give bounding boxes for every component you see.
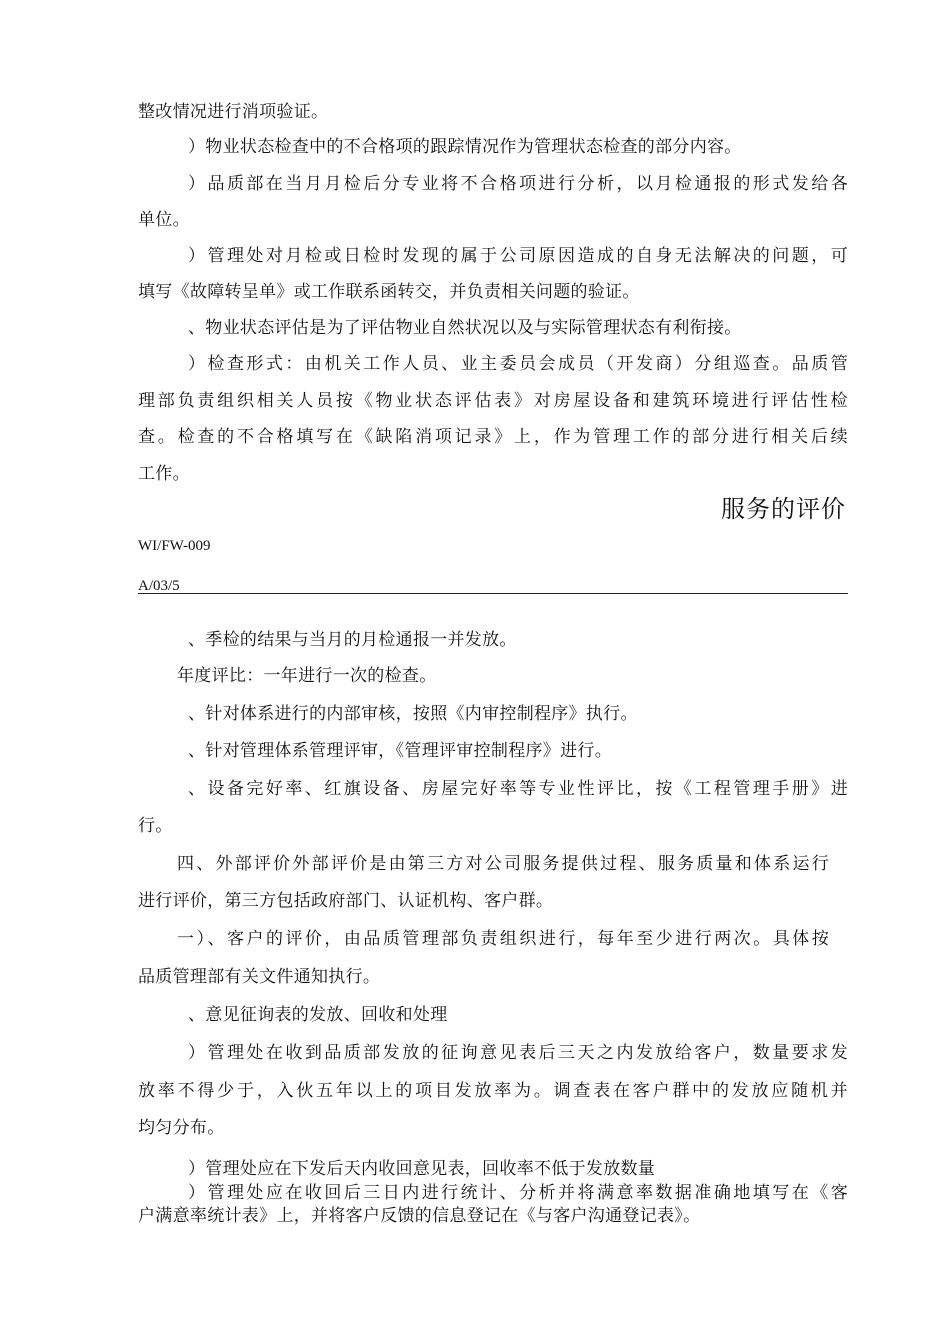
paragraph-line: 品质管理部有关文件通知执行。: [138, 967, 381, 987]
paragraph-line: 、设备完好率、红旗设备、房屋完好率等专业性评比，按《工程管理手册》进: [188, 779, 848, 799]
paragraph-line: 理部负责组织相关人员按《物业状态评估表》对房屋设备和建筑环境进行评估性检: [138, 391, 848, 411]
paragraph-line: 四、外部评价外部评价是由第三方对公司服务提供过程、服务质量和体系运行: [177, 854, 829, 874]
paragraph-line: ）管理处在收到品质部发放的征询意见表后三天之内发放给客户，数量要求发: [188, 1043, 848, 1063]
paragraph-line: 年度评比：一年进行一次的检查。: [177, 666, 437, 686]
paragraph-line: 、季检的结果与当月的月检通报一并发放。: [188, 630, 517, 650]
paragraph-line: 、针对管理体系管理评审，《管理评审控制程序》进行。: [188, 741, 612, 761]
paragraph-line: 查。检查的不合格填写在《缺陷消项记录》上，作为管理工作的部分进行相关后续: [138, 427, 848, 447]
paragraph-line: ）品质部在当月月检后分专业将不合格项进行分析，以月检通报的形式发给各: [188, 174, 848, 194]
paragraph-line: 、意见征询表的发放、回收和处理: [188, 1005, 448, 1025]
paragraph-line: 单位。: [138, 210, 190, 230]
paragraph-line: 、针对体系进行的内部审核，按照《内审控制程序》执行。: [188, 704, 638, 724]
header-divider: [138, 593, 848, 594]
paragraph-line: ）管理处应在下发后天内收回意见表，回收率不低于发放数量: [188, 1159, 656, 1179]
paragraph-line: 整改情况进行消项验证。: [138, 102, 329, 122]
paragraph-line: ）物业状态检查中的不合格项的跟踪情况作为管理状态检查的部分内容。: [188, 137, 742, 157]
paragraph-line: 、物业状态评估是为了评估物业自然状况以及与实际管理状态有利衔接。: [188, 318, 742, 338]
paragraph-line: 户满意率统计表》上，并将客户反馈的信息登记在《与客户沟通登记表》。: [138, 1206, 701, 1226]
paragraph-line: 放率不得少于，入伙五年以上的项目发放率为。调查表在客户群中的发放应随机并: [138, 1081, 848, 1101]
paragraph-line: 一）、客户的评价，由品质管理部负责组织进行，每年至少进行两次。具体按: [177, 929, 829, 949]
paragraph-line: 行。: [138, 816, 173, 836]
paragraph-line: 工作。: [138, 464, 190, 484]
paragraph-line: 均匀分布。: [138, 1118, 225, 1138]
doc-version: A/03/5: [138, 578, 180, 594]
paragraph-line: 填写《故障转呈单》或工作联系函转交，并负责相关问题的验证。: [138, 282, 640, 302]
paragraph-line: 进行评价，第三方包括政府部门、认证机构、客户群。: [138, 891, 554, 911]
paragraph-line: ）管理处对月检或日检时发现的属于公司原因造成的自身无法解决的问题，可: [188, 246, 848, 266]
paragraph-line: ）管理处应在收回后三日内进行统计、分析并将满意率数据准确地填写在《客: [188, 1183, 848, 1203]
doc-code: WI/FW-009: [138, 538, 211, 554]
paragraph-line: ）检查形式：由机关工作人员、业主委员会成员（开发商）分组巡查。品质管: [188, 354, 848, 374]
section-title: 服务的评价: [721, 495, 846, 523]
